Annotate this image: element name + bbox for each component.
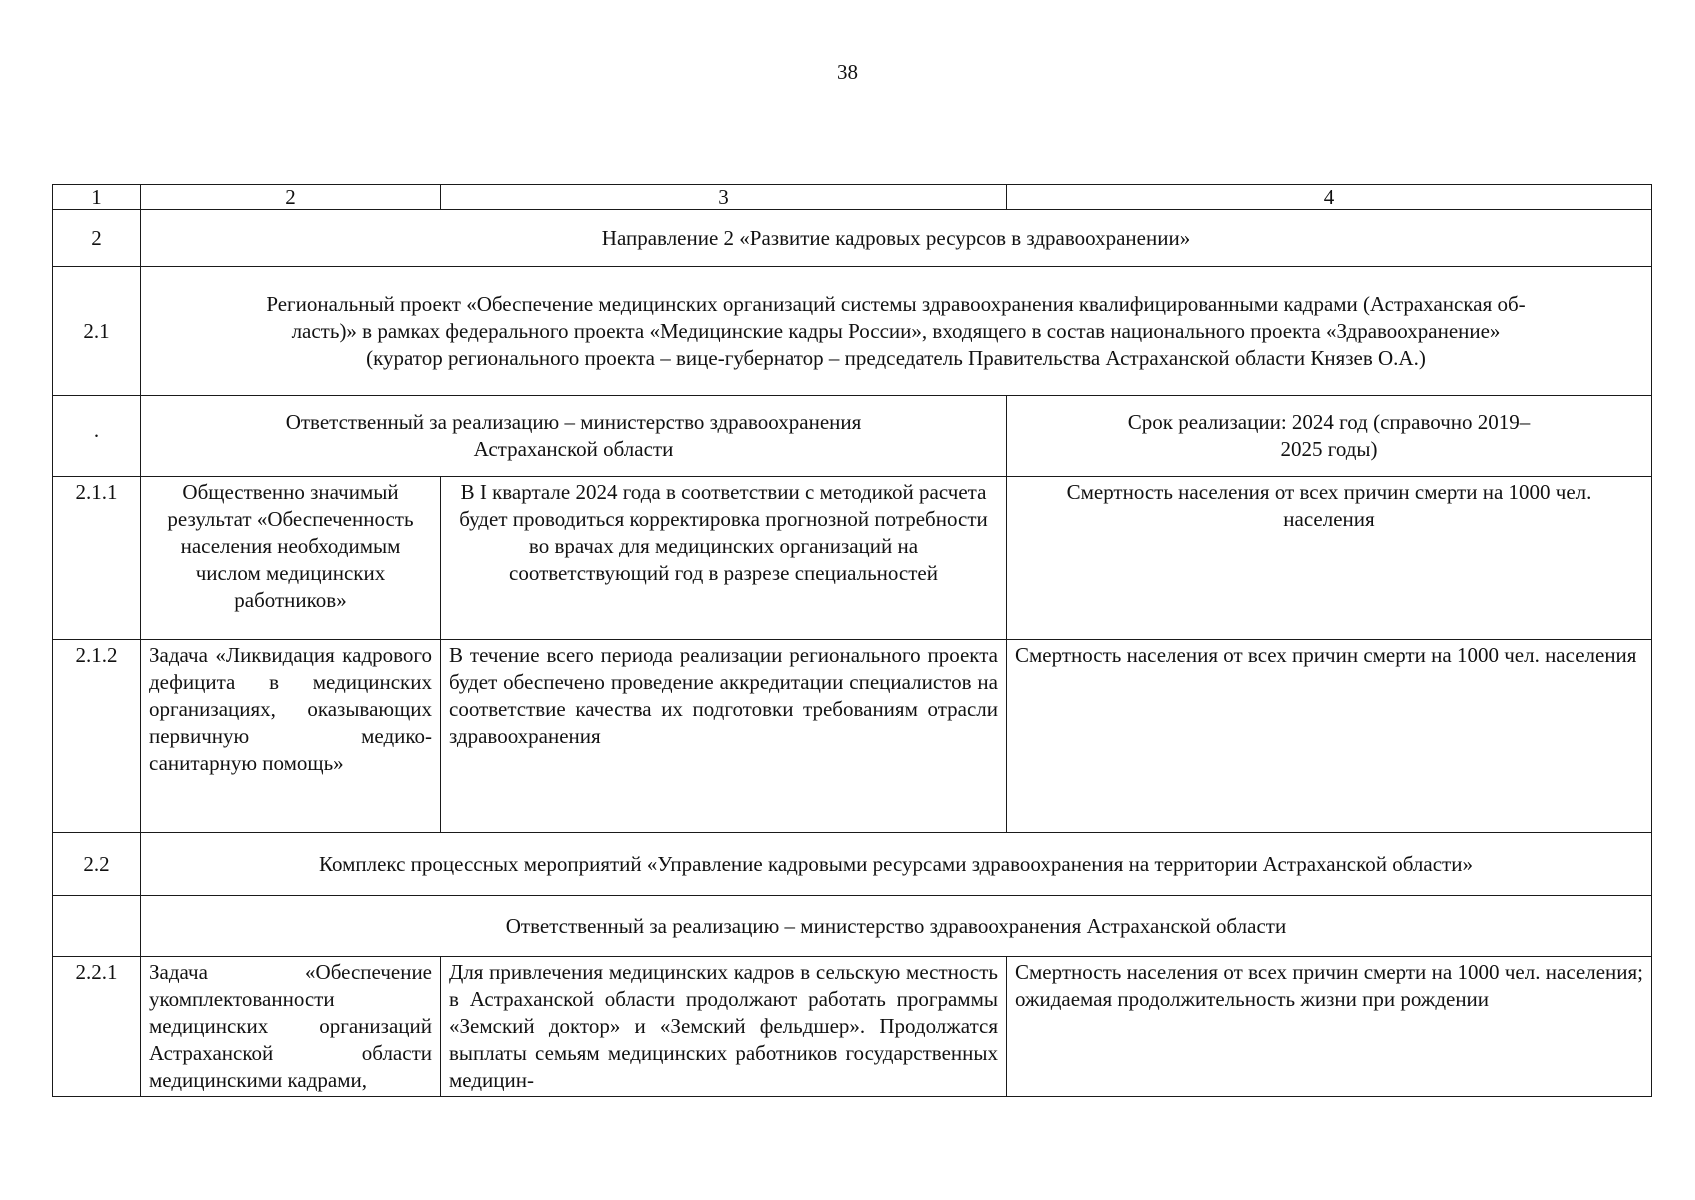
measure-cell: В течение всего периода реализации регионального проекта будет обеспечено проведение аккредитации специалистов на соответствие качества их подготовки требованиям отрасли здравоохранения xyxy=(441,640,1007,833)
table-row xyxy=(53,477,1652,640)
responsible-row xyxy=(53,396,1652,477)
empty-cell xyxy=(53,896,141,957)
row-number: 2 xyxy=(53,210,141,267)
measure-cell: Для привлечения медицинских кадров в сельскую местность в Астраханской области продолжают работать программы «Земский доктор» и «Земский фельдшер». Продолжатся выплаты семьям медицинских работников государственных медицин- xyxy=(441,957,1007,1097)
column-number: 1 xyxy=(53,185,141,210)
measure-cell: В I квартале 2024 года в соответствии с методикой расчета будет проводиться корректировка прогнозной потребности во врачах для медицинских организаций на соответствующий год в разрезе специальностей xyxy=(441,477,1007,640)
row-number: · xyxy=(53,396,141,477)
direction-title: Направление 2 «Развитие кадровых ресурсов в здравоохранении» xyxy=(141,210,1652,267)
row-number: 2.1 xyxy=(53,267,141,396)
indicator-cell: Смертность населения от всех причин смерти на 1000 чел. населения xyxy=(1007,640,1652,833)
column-number: 3 xyxy=(441,185,1007,210)
table-row xyxy=(53,640,1652,833)
project-line: ласть)» в рамках федерального проекта «Медицинские кадры России», входящего в состав национального проекта «Здравоохранение» xyxy=(291,318,1501,343)
row-number: 2.1.2 xyxy=(53,640,141,833)
regional-project-title xyxy=(141,267,1652,396)
task-cell: Задача «Ликвидация кадрового дефицита в медицинских организациях, оказывающих первичную медико-санитарную помощь» xyxy=(141,640,441,833)
table-row xyxy=(53,957,1652,1097)
row-number: 2.2.1 xyxy=(53,957,141,1097)
responsible-row xyxy=(53,896,1652,957)
column-number: 4 xyxy=(1007,185,1652,210)
responsible-text: Ответственный за реализацию – министерство здравоохранения Астраханской области xyxy=(141,896,1652,957)
responsible-text: Ответственный за реализацию – министерство здравоохранения Астраханской области xyxy=(141,396,1007,477)
project-line: Региональный проект «Обеспечение медицинских организаций системы здравоохранения квалифицированными кадрами (Астраханская об- xyxy=(266,291,1526,316)
deadline-text: Срок реализации: 2024 год (справочно 2019–2025 годы) xyxy=(1007,396,1652,477)
column-number: 2 xyxy=(141,185,441,210)
page-number: 38 xyxy=(837,60,858,84)
indicator-cell: Смертность населения от всех причин смерти на 1000 чел. населения; ожидаемая продолжительность жизни при рождении xyxy=(1007,957,1652,1097)
direction-row xyxy=(53,210,1652,267)
result-cell: Общественно значимый результат «Обеспеченность населения необходимым числом медицинских работников» xyxy=(141,477,441,640)
row-number: 2.2 xyxy=(53,833,141,896)
regional-project-row xyxy=(53,267,1652,396)
indicator-cell: Смертность населения от всех причин смерти на 1000 чел. населения xyxy=(1007,477,1652,640)
complex-title: Комплекс процессных мероприятий «Управление кадровыми ресурсами здравоохранения на территории Астраханской области» xyxy=(141,833,1652,896)
program-table xyxy=(52,184,1652,1097)
column-numbers-row xyxy=(53,185,1652,210)
project-line: (куратор регионального проекта – вице-губернатор – председатель Правительства Астраханской области Князев О.А.) xyxy=(366,345,1426,370)
complex-row xyxy=(53,833,1652,896)
row-number: 2.1.1 xyxy=(53,477,141,640)
task-cell: Задача «Обеспечение укомплектованности медицинских организаций Астраханской области медицинскими кадрами, xyxy=(141,957,441,1097)
